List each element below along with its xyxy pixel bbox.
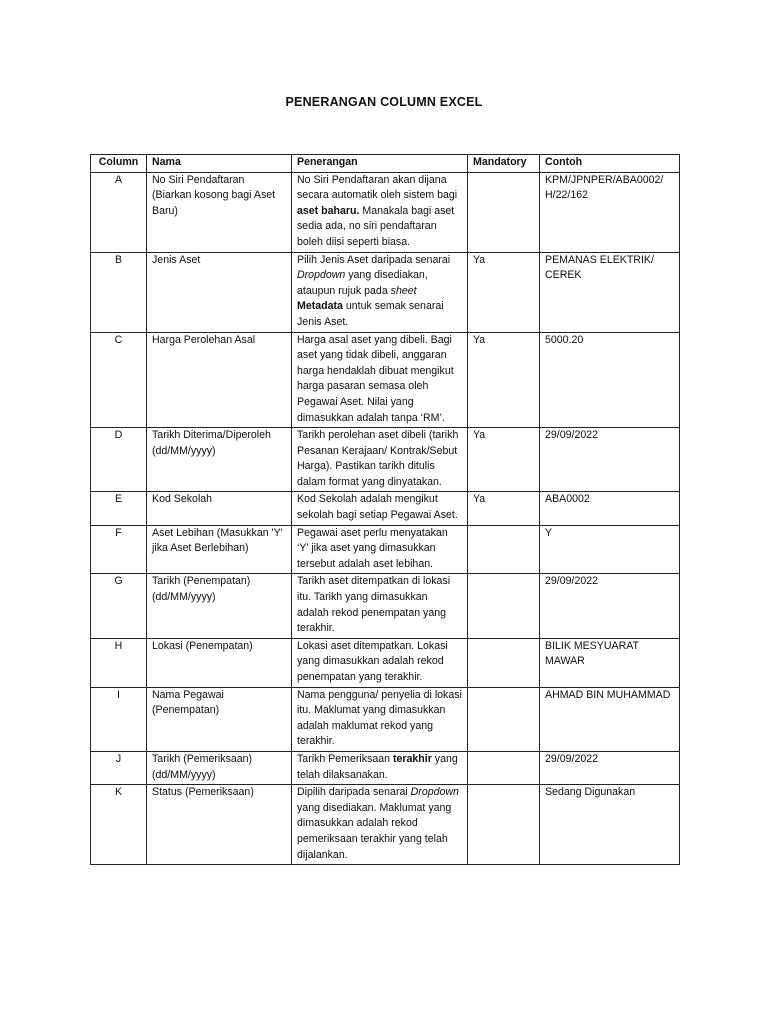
cell-penerangan: [292, 252, 468, 332]
cell-penerangan: [292, 492, 468, 525]
penerangan-segment: Dipilih daripada senarai: [297, 786, 411, 799]
table-row: [91, 574, 680, 638]
penerangan-segment: Tarikh aset ditempatkan di lokasi itu. Tarikh yang dimasukkan adalah rekod penempatan yang terakhir.: [297, 575, 451, 635]
cell-nama: Tarikh Diterima/Diperoleh (dd/MM/yyyy): [147, 428, 292, 492]
cell-contoh: 29/09/2022: [540, 428, 680, 492]
cell-contoh: 29/09/2022: [540, 574, 680, 638]
table-row: [91, 687, 680, 751]
penerangan-segment: yang disediakan. Maklumat yang dimasukkan adalah rekod pemeriksaan terakhir yang telah dijalankan.: [297, 801, 452, 861]
column-description-table: [90, 154, 680, 865]
cell-mandatory: Ya: [468, 428, 540, 492]
table-body: [91, 172, 680, 865]
penerangan-segment: aset baharu.: [297, 204, 360, 217]
penerangan-segment: Dropdown: [410, 786, 459, 799]
cell-column: K: [91, 785, 147, 865]
table-row: [91, 172, 680, 252]
penerangan-segment: Dropdown: [297, 269, 346, 282]
cell-nama: Jenis Aset: [147, 252, 292, 332]
cell-contoh: Sedang Digunakan: [540, 785, 680, 865]
cell-column: E: [91, 492, 147, 525]
table-row: [91, 785, 680, 865]
cell-mandatory: [468, 172, 540, 252]
cell-mandatory: Ya: [468, 332, 540, 428]
cell-nama: Nama Pegawai (Penempatan): [147, 687, 292, 751]
table-row: [91, 428, 680, 492]
penerangan-segment: yang disediakan, ataupun rujuk pada: [297, 269, 428, 297]
cell-contoh: BILIK MESYUARAT MAWAR: [540, 638, 680, 687]
penerangan-segment: Pilih Jenis Aset daripada senarai: [297, 253, 451, 266]
header-column: Column: [91, 155, 147, 173]
table-row: [91, 751, 680, 784]
cell-mandatory: [468, 751, 540, 784]
cell-penerangan: [292, 332, 468, 428]
cell-column: H: [91, 638, 147, 687]
cell-penerangan: [292, 525, 468, 574]
cell-mandatory: [468, 638, 540, 687]
cell-nama: Tarikh (Pemeriksaan) (dd/MM/yyyy): [147, 751, 292, 784]
header-contoh: Contoh: [540, 155, 680, 173]
penerangan-segment: Manakala bagi aset sedia ada, no siri pendaftaran boleh diisi seperti biasa.: [297, 204, 455, 248]
cell-contoh: PEMANAS ELEKTRIK/ CEREK: [540, 252, 680, 332]
cell-contoh: KPM/JPNPER/ABA0002/ H/22/162: [540, 172, 680, 252]
cell-contoh: AHMAD BIN MUHAMMAD: [540, 687, 680, 751]
cell-nama: Status (Pemeriksaan): [147, 785, 292, 865]
cell-contoh: ABA0002: [540, 492, 680, 525]
cell-penerangan: [292, 172, 468, 252]
table-row: [91, 492, 680, 525]
header-penerangan: Penerangan: [292, 155, 468, 173]
cell-column: J: [91, 751, 147, 784]
cell-contoh: Y: [540, 525, 680, 574]
cell-penerangan: [292, 638, 468, 687]
table-header-row: [91, 155, 680, 173]
cell-mandatory: [468, 574, 540, 638]
cell-mandatory: Ya: [468, 492, 540, 525]
penerangan-segment: No Siri Pendaftaran akan dijana secara automatik oleh sistem bagi: [297, 173, 458, 202]
penerangan-segment: yang telah dilaksanakan.: [297, 752, 458, 781]
penerangan-segment: untuk semak senarai Jenis Aset.: [297, 300, 444, 328]
penerangan-segment: Lokasi aset ditempatkan. Lokasi yang dimasukkan adalah rekod penempatan yang terakhir.: [297, 639, 448, 683]
cell-nama: Harga Perolehan Asal: [147, 332, 292, 428]
page-title: PENERANGAN COLUMN EXCEL: [285, 95, 483, 109]
cell-nama: Tarikh (Penempatan) (dd/MM/yyyy): [147, 574, 292, 638]
header-mandatory: Mandatory: [468, 155, 540, 173]
cell-mandatory: [468, 785, 540, 865]
penerangan-segment: Pegawai aset perlu menyatakan ‘Y’ jika aset yang dimasukkan tersebut adalah aset lebihan.: [297, 526, 448, 570]
cell-nama: Kod Sekolah: [147, 492, 292, 525]
cell-contoh: 29/09/2022: [540, 751, 680, 784]
cell-column: A: [91, 172, 147, 252]
cell-column: B: [91, 252, 147, 332]
cell-nama: Aset Lebihan (Masukkan 'Y' jika Aset Berlebihan): [147, 525, 292, 574]
table-row: [91, 525, 680, 574]
cell-column: D: [91, 428, 147, 492]
cell-nama: Lokasi (Penempatan): [147, 638, 292, 687]
cell-column: G: [91, 574, 147, 638]
header-nama: Nama: [147, 155, 292, 173]
penerangan-segment: Kod Sekolah adalah mengikut sekolah bagi setiap Pegawai Aset.: [297, 493, 458, 522]
cell-mandatory: [468, 687, 540, 751]
cell-penerangan: [292, 751, 468, 784]
table-row: [91, 638, 680, 687]
penerangan-segment: Harga asal aset yang dibeli. Bagi aset yang tidak dibeli, anggaran harga hendaklah dibuat mengikut harga pasaran semasa oleh Pegawai Aset. Nilai yang dimasukkan adalah tanpa ‘RM’.: [297, 333, 454, 424]
cell-mandatory: Ya: [468, 252, 540, 332]
penerangan-segment: Metadata: [297, 300, 343, 313]
cell-penerangan: [292, 428, 468, 492]
cell-mandatory: [468, 525, 540, 574]
penerangan-segment: sheet: [390, 284, 417, 297]
cell-column: F: [91, 525, 147, 574]
penerangan-segment: Nama pengguna/ penyelia di lokasi itu. Maklumat yang dimasukkan adalah maklumat rekod yang terakhir.: [297, 688, 462, 748]
penerangan-segment: Tarikh perolehan aset dibeli (tarikh Pesanan Kerajaan/ Kontrak/Sebut Harga). Pastikan tarikh ditulis dalam format yang dinyatakan.: [297, 429, 459, 488]
table-row: [91, 252, 680, 332]
cell-contoh: 5000.20: [540, 332, 680, 428]
cell-column: C: [91, 332, 147, 428]
cell-column: I: [91, 687, 147, 751]
cell-penerangan: [292, 687, 468, 751]
cell-penerangan: [292, 574, 468, 638]
penerangan-segment: terakhir: [392, 752, 432, 765]
cell-nama: No Siri Pendaftaran (Biarkan kosong bagi Aset Baru): [147, 172, 292, 252]
table-row: [91, 332, 680, 428]
cell-penerangan: [292, 785, 468, 865]
penerangan-segment: Tarikh Pemeriksaan: [297, 752, 393, 765]
